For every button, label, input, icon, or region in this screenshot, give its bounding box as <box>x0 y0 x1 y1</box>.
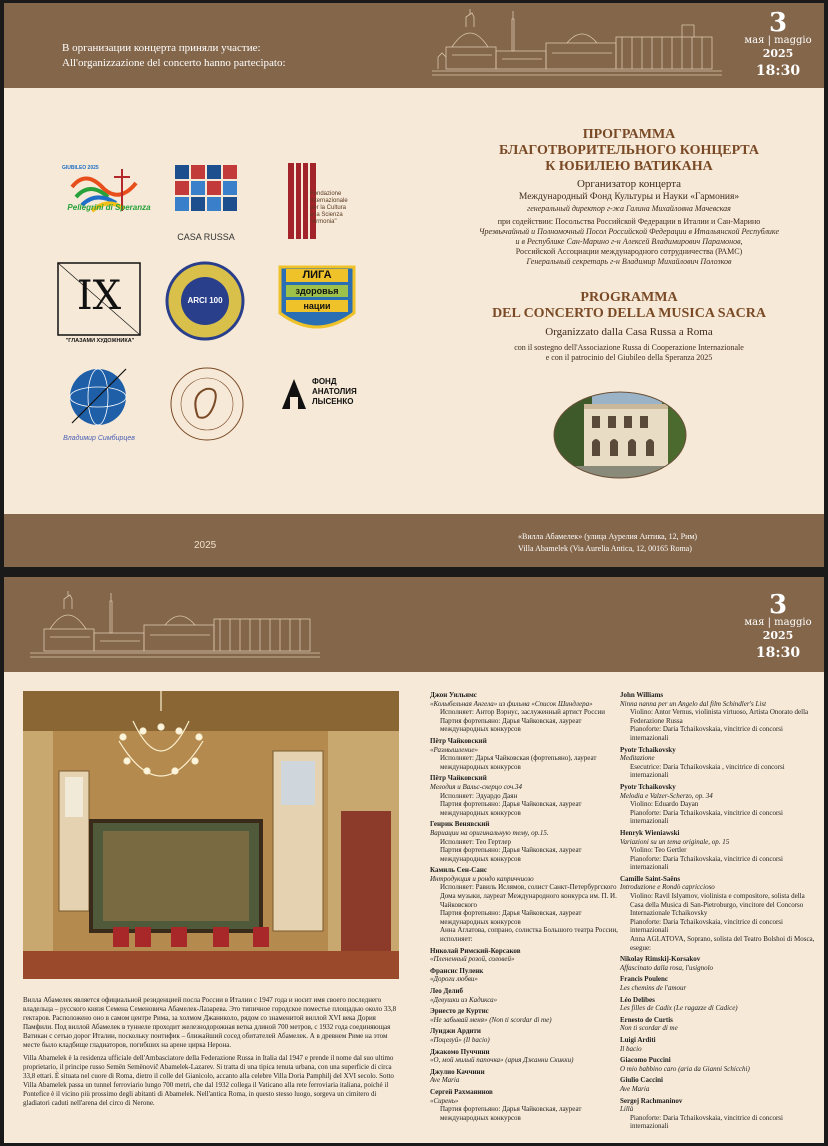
performer-line: Pianoforte: Daria Tchaikovskaia, vincitrice di concorsi internazionali <box>630 1113 783 1131</box>
armonia-line-2: Internazionale <box>310 198 348 204</box>
performer-line: Исполняет: Равиль Ислямов, солист Санкт-Петербургского Дома музыки, лауреат Международного конкурса им. П. И. Чайковского <box>440 883 617 909</box>
work-title: Вариации на оригинальную тему, op.15. <box>430 828 549 837</box>
performer-line: Pianoforte: Daria Tchaikovskaia, vincitrice di concorsi internazionali <box>630 917 783 935</box>
program-heading-it <box>444 290 814 363</box>
date-year: 2025 <box>762 47 794 60</box>
program-item <box>430 866 618 943</box>
program-page-inside <box>4 577 824 1143</box>
work-title: Lillà <box>620 1105 634 1114</box>
program-item <box>620 1016 816 1033</box>
it-support-2: e con il patrocinio del Giubileo della Speranza 2025 <box>545 353 713 362</box>
date-day-2: 3 <box>768 590 788 620</box>
work-title: Ninna nanna per un Angelo dal film Schindler's List <box>620 699 767 708</box>
performer-line: Анна Аглатова, сопрано, солистка Большого театра России, исполняет: <box>440 926 618 944</box>
it-title-line-2: DEL CONCERTO DELLA MUSICA SACRA <box>492 306 766 321</box>
performer-line: Pianoforte: Daria Tchaikovskaia, vincitrice di concorsi internazionali <box>630 725 783 742</box>
work-title: O mio babbino caro (aria da Gianni Schicchi) <box>620 1064 750 1073</box>
program-item <box>620 829 816 872</box>
armonia-line-1: Fondazione <box>310 191 342 197</box>
work-title: Les chemins de l'amour <box>620 984 687 992</box>
composer-name: Nikolay Rimskij-Korsakov <box>620 955 701 964</box>
performer-line: Исполняет: Тео Гертлер <box>440 837 512 846</box>
work-title: Melodia e Valzer-Scherzo, op. 34 <box>620 791 713 800</box>
program-item <box>620 691 816 743</box>
performer-line: Партия фортепьяно: Дарья Чайковская, лауреат международных конкурсов <box>440 846 582 863</box>
work-title: «Дороги любви» <box>430 975 478 984</box>
composer-name: Camille Saint-Saëns <box>620 874 681 883</box>
ru-support-2: Чрезвычайный и Полномочный Посол Российской Федерации в Итальянской Республике <box>478 227 780 236</box>
glazami-mark: IX <box>76 273 122 319</box>
composer-name: Джулио Каччини <box>430 1067 485 1076</box>
footer-band <box>4 514 824 567</box>
villa-abamelek-photo <box>552 390 688 480</box>
date-month: мая | maggio <box>744 35 812 46</box>
composer-name: Léo Delibes <box>620 995 655 1004</box>
contributors-it: All'organizzazione del concerto hanno partecipato: <box>62 57 286 69</box>
work-title: Ave Maria <box>620 1084 650 1093</box>
casa-russa-label: CASA RUSSA <box>177 232 235 242</box>
composer-name: Luigi Arditi <box>620 1035 656 1044</box>
work-title: «Девушки из Кадикса» <box>430 995 498 1004</box>
simbirtsev-globe-logo <box>66 365 130 429</box>
casa-russa-logo <box>171 161 241 227</box>
program-item <box>430 1068 618 1085</box>
work-title: Интродукция и рондо каприччиозо <box>430 874 534 883</box>
contributors-heading <box>62 41 286 71</box>
work-title: «О, мой милый папочка» (ария Джанни Скикки) <box>430 1056 574 1065</box>
work-title: Non ti scordar di me <box>620 1024 678 1033</box>
villa-description <box>23 996 403 1112</box>
composer-name: Пётр Чайковский <box>430 774 487 783</box>
footer-address-it: Villa Abamelek (Via Aurelia Antica, 12, 00165 Roma) <box>518 544 692 553</box>
program-item <box>620 1097 816 1131</box>
work-title: «Поцелуй» (Il bacio) <box>430 1035 490 1044</box>
music-academy-seal <box>168 365 246 443</box>
villa-description-it: Villa Abamelek è la residenza ufficiale dell'Ambasciatore della Federazione Russa in Italia dal 1947 e prende il nome dal suo ultimo proprietario, il principe russo Semën Semënovič Abamelek-Lazarev. Si tratta di una tipica tenuta urbana, con una superficie di circa 33,8 ettari. È situata nel cuore di Roma, dietro il colle del Gianicolo, accanto alla celebre Villa Doria Pamphilj del XVI secolo. Sotto Villa Abamelek passa un tunnel ferroviario lungo 700 metri, che dal 1932 collega il Vaticano alla rete ferroviaria italiana, poiché il Pontefice è il vicino più prossimo degli abitanti di Abamelek. Nell'antica Roma, in questo stesso luogo, sorgeva un cimitero di gladiatori caduti nell'arena del circo di Nerone. <box>23 1054 394 1107</box>
composer-name: Джон Уильямс <box>430 691 477 699</box>
composer-name: Камиль Сен-Санс <box>430 866 487 875</box>
composer-name: Сергей Рахманинов <box>430 1087 493 1096</box>
program-item <box>620 746 816 780</box>
composer-name: Джакомо Пуччини <box>430 1047 490 1056</box>
villa-hall-chandelier-photo <box>23 691 399 979</box>
ru-director: генеральный директор г-жа Галина Михайловна Мачевская <box>527 204 731 213</box>
armonia-label <box>310 191 370 226</box>
lysenko-foundation-mark <box>280 377 308 411</box>
composer-name: Sergej Rachmaninov <box>620 1096 683 1105</box>
work-title: Meditazione <box>620 754 655 763</box>
program-heading-ru <box>444 127 814 267</box>
composer-name: John Williams <box>620 691 664 699</box>
ru-organizer: Организатор концерта <box>576 178 682 190</box>
pellegrini-di-speranza-logo <box>64 163 154 233</box>
giubileo-2025-label: GIUBILEO 2025 <box>62 165 99 171</box>
ru-support-3: и в Республике Сан-Марино г-н Алексей Владимирович Парамонов, <box>515 237 743 246</box>
work-title: «Не забывай меня» (Non ti scordar di me) <box>430 1015 552 1024</box>
event-time-2: 18:30 <box>755 645 801 661</box>
it-support-1: con il sostegno dell'Associazione Russa di Cooperazione Internazionale <box>514 343 744 352</box>
composer-name: Pyotr Tchaikovsky <box>620 745 676 754</box>
performer-line: Violino: Antor Vernus, violinista virtuoso, Artista Onorato della Federazione Russa <box>630 708 809 725</box>
work-title: Les filles de Cadix (Le ragazze di Cadice) <box>620 1004 738 1013</box>
performer-line: Pianoforte: Daria Tchaikovskaia, vincitrice di concorsi internazionali <box>630 854 783 872</box>
lysenko-line-2: АНАТОЛИЯ <box>312 387 357 396</box>
liga-line-1: ЛИГА <box>286 269 348 282</box>
performer-line: Violino: Eduardo Dayan <box>630 800 699 809</box>
lysenko-line-3: ЛЫСЕНКО <box>312 397 354 406</box>
program-item <box>620 955 816 972</box>
composer-name: Франсис Пуленк <box>430 966 484 975</box>
composer-name: Генрик Венявский <box>430 820 490 829</box>
program-item <box>430 987 618 1004</box>
work-title: Ave Maria <box>430 1076 460 1085</box>
performer-line: Партия фортепьяно: Дарья Чайковская, лауреат международных конкурсов <box>440 909 582 926</box>
armonia-line-4: e la Scienza <box>310 212 343 218</box>
program-item <box>620 875 816 952</box>
performer-line: Партия фортепьяно: Дарья Чайковская, лауреат международных конкурсов <box>440 1105 582 1122</box>
program-page-front <box>4 3 824 567</box>
liga-line-2: здоровья <box>286 285 348 297</box>
footer-address <box>518 531 697 555</box>
event-time: 18:30 <box>755 63 801 79</box>
composer-name: Henryk Wieniawski <box>620 828 680 837</box>
glazami-label: "ГЛАЗАМИ ХУДОЖНИКА" <box>65 338 135 344</box>
it-title-line-1: PROGRAMMA <box>580 290 678 305</box>
footer-year: 2025 <box>194 540 217 551</box>
pellegrini-label: Pellegrini di Speranza <box>67 203 151 212</box>
work-title: Affascinato dalla rosa, l'usignolo <box>620 963 714 972</box>
program-item <box>430 1007 618 1024</box>
performer-line: Исполняет: Антор Вэрнус, заслуженный артист России <box>440 708 605 717</box>
performer-line: Esecutrice: Daria Tchaikovskaia , vincitrice di concorsi internazionali <box>630 762 785 780</box>
performer-line: Pianoforte: Daria Tchaikovskaia, vincitrice di concorsi internazionali <box>630 808 783 826</box>
program-item <box>430 1088 618 1122</box>
program-item <box>620 783 816 826</box>
performer-line: Violino: Ravil Islyamov, violinista e compositore, solista della Casa della Musica di San-Pietroburgo, vincitore del Concorso Internazionale Tchaikovsky <box>630 892 805 918</box>
program-item <box>430 1027 618 1044</box>
ru-support-1: при содействии: Посольства Российской Федерации в Италии и Сан-Марино <box>497 217 761 226</box>
performer-line: Anna AGLATOVA, Soprano, solista del Teatro Bolshoi di Mosca, esegue: <box>630 935 815 952</box>
performer-line: Исполняет: Эдуардо Даян <box>440 791 518 800</box>
program-item <box>620 1056 816 1073</box>
simbirtsev-label: Владимир Симбирцев <box>63 435 135 442</box>
program-list-it <box>620 691 816 1134</box>
date-day: 3 <box>768 8 788 38</box>
work-title: «Размышление» <box>430 745 478 754</box>
liga-label <box>286 269 348 312</box>
composer-name: Francis Poulenc <box>620 975 669 984</box>
composer-name: Луиджи Ардити <box>430 1027 481 1036</box>
ru-organizer-name: Международный Фонд Культуры и Науки «Гармония» <box>518 192 740 202</box>
event-date <box>737 9 819 80</box>
lysenko-label <box>312 377 372 407</box>
program-item <box>620 996 816 1013</box>
work-title: Мелодия и Вальс-скерцо соч.34 <box>430 782 522 791</box>
composer-name: Пётр Чайковский <box>430 736 487 745</box>
ru-support-5: Генеральный секретарь г-н Владимир Михайлович Полозков <box>526 257 732 266</box>
composer-name: Giulio Caccini <box>620 1076 663 1085</box>
ru-title-line-2: БЛАГОТВОРИТЕЛЬНОГО КОНЦЕРТА <box>498 143 760 158</box>
villa-description-ru: Вилла Абамелек является официальной резиденцией посла России в Италии с 1947 года и носит имя своего последнего владельца – русского князя Семена Семеновича Абамелек-Лазарева. Это типичное городское поместье площадью около 33,8 гектаров. Расположено оно в самом центре Рима, за холмом Джаниколо, рядом со знаменитой виллой XVI века Дория Памфили. Под виллой Абамелек в туннеле проходит железнодорожная ветка длиной 700 метров, с 1932 года соединяющая Ватикан с сетью дорог Италии, поскольку понтифик – ближайший сосед обитателей Абамелек. А в древнем Риме на этом месте было кладбище гладиаторов, погибших на арене цирка Нерона. <box>23 996 397 1049</box>
rome-skyline-illustration-2 <box>30 587 320 663</box>
footer-address-ru: «Вилла Абамелек» (улица Аурелия Антика, 12, Рим) <box>518 532 698 541</box>
program-list-ru <box>430 691 618 1125</box>
program-item <box>620 1036 816 1053</box>
composer-name: Pyotr Tchaikovsky <box>620 782 676 791</box>
performer-line: Партия фортепьяно: Дарья Чайковская, лауреат международных конкурсов <box>440 800 582 817</box>
work-title: Variazioni su un tema originale, op. 15 <box>620 837 730 846</box>
composer-name: Эрнесто де Куртис <box>430 1007 489 1016</box>
armonia-line-3: per la Cultura <box>310 205 347 211</box>
event-date-2 <box>737 591 819 662</box>
program-item <box>430 774 618 817</box>
performer-line: Партия фортепьяно: Дарья Чайковская, лауреат международных конкурсов <box>440 716 582 734</box>
ru-title-line-1: ПРОГРАММА <box>582 127 676 142</box>
program-item <box>430 737 618 771</box>
composer-name: Николай Римский-Корсаков <box>430 946 521 955</box>
program-item <box>430 1048 618 1065</box>
composer-name: Giacomo Puccini <box>620 1056 671 1065</box>
date-month-2: мая | maggio <box>744 617 812 628</box>
armonia-line-5: "Armonia" <box>310 219 337 225</box>
program-item <box>430 820 618 863</box>
program-item <box>430 947 618 964</box>
composer-name: Лео Делиб <box>430 987 463 995</box>
work-title: «Колыбельная Ангела» из фильма «Список Шиндлера» <box>430 699 593 708</box>
work-title: Introduzione e Rondò capriccioso <box>620 883 715 892</box>
arci-label: ARCI 100 <box>187 296 223 305</box>
ru-title-line-3: К ЮБИЛЕЮ ВАТИКАНА <box>545 159 713 174</box>
program-item <box>430 691 618 734</box>
work-title: «Плененный розой, соловей» <box>430 955 515 964</box>
rome-skyline-illustration <box>432 7 722 81</box>
contributors-ru: В организации концерта приняли участие: <box>62 42 261 54</box>
work-title: Il bacio <box>620 1044 642 1053</box>
program-item <box>620 975 816 992</box>
it-organizer: Organizzato dalla Casa Russa a Roma <box>545 326 713 338</box>
work-title: «Сирень» <box>430 1096 459 1105</box>
ru-support-4: Российской Ассоциации международного сотрудничества (РАМС) <box>515 247 743 256</box>
composer-name: Ernesto de Curtis <box>620 1015 673 1024</box>
date-year-2: 2025 <box>762 629 794 642</box>
performer-line: Violino: Teo Gertler <box>630 846 687 855</box>
program-item <box>430 967 618 984</box>
lysenko-line-1: ФОНД <box>312 377 337 386</box>
program-item <box>620 1076 816 1093</box>
liga-line-3: нации <box>286 300 348 312</box>
performer-line: Исполняет: Дарья Чайковская (фортепьяно), лауреат международных конкурсов <box>440 754 597 771</box>
